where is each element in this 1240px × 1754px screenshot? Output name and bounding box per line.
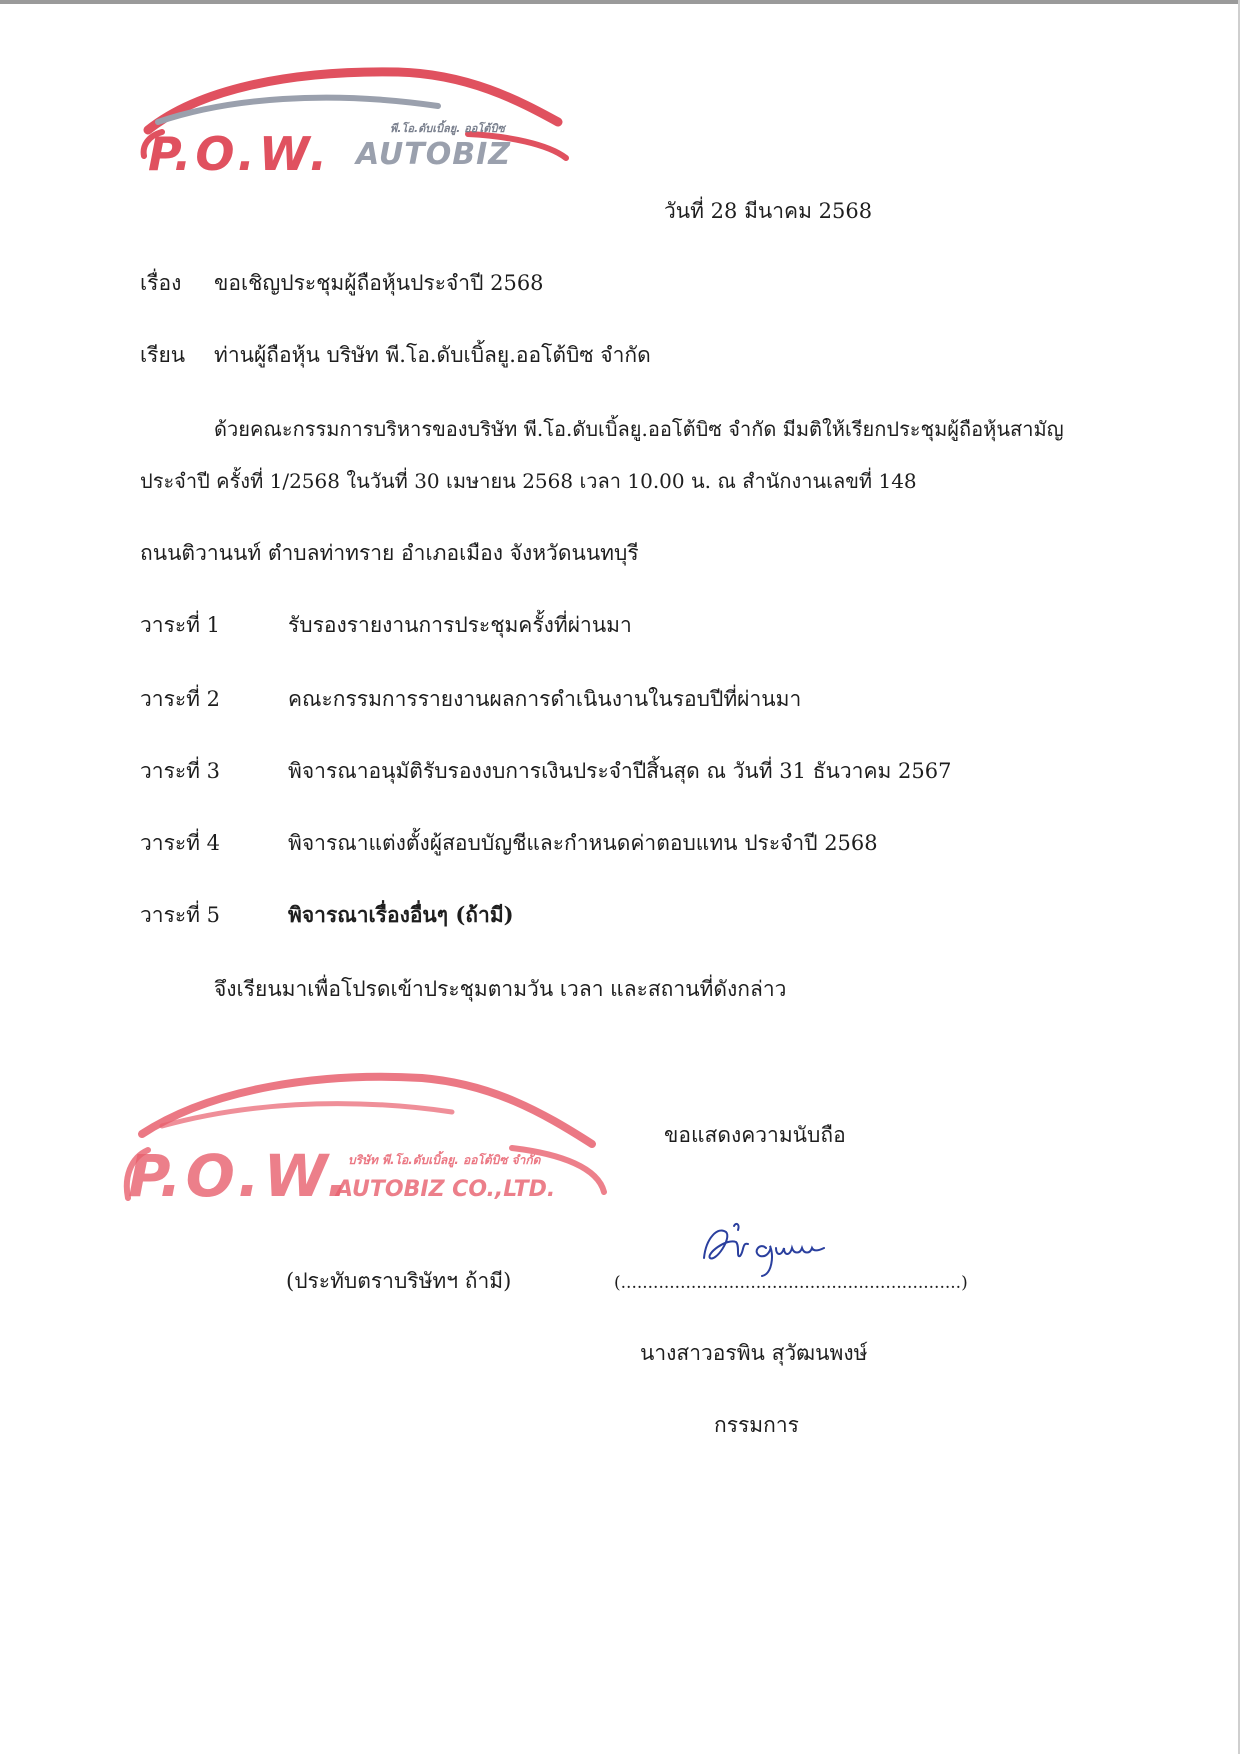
to-text: ท่านผู้ถือหุ้น บริษัท พี.โอ.ดับเบิ้ลยู.ออโต้บิซ จำกัด xyxy=(214,343,651,367)
logo-text: P.O.W. xyxy=(148,127,332,176)
page-top-border xyxy=(0,0,1240,4)
logo-brand: AUTOBIZ xyxy=(356,137,511,172)
letter-date: วันที่ 28 มีนาคม 2568 xyxy=(664,199,873,223)
logo-subtitle: พี.โอ.ดับเบิ้ลยู. ออโต้บิซ xyxy=(390,122,505,135)
subject-label: เรื่อง xyxy=(140,271,182,295)
agenda-3-label: วาระที่ 3 xyxy=(140,759,221,783)
agenda-2-text: คณะกรรมการรายงานผลการดำเนินงานในรอบปีที่ผ่านมา xyxy=(288,687,802,711)
body-line-2: ประจำปี ครั้งที่ 1/2568 ในวันที่ 30 เมษายน 2568 เวลา 10.00 น. ณ สำนักงานเลขที่ 148 xyxy=(140,469,917,493)
signer-name: นางสาวอรพิน สุวัฒนพงษ์ xyxy=(640,1341,868,1365)
signer-title: กรรมการ xyxy=(714,1413,799,1437)
company-logo xyxy=(138,60,570,176)
stamp-company-name: บริษัท พี.โอ.ดับเบิ้ลยู. ออโต้บิซ จำกัด xyxy=(348,1153,541,1167)
agenda-3-text: พิจารณาอนุมัติรับรองงบการเงินประจำปีสิ้นสุด ณ วันที่ 31 ธันวาคม 2567 xyxy=(288,759,952,783)
stamp-brand: AUTOBIZ CO.,LTD. xyxy=(336,1177,556,1202)
stamp-caption: (ประทับตราบริษัทฯ ถ้ามี) xyxy=(286,1269,512,1293)
body-line-1: ด้วยคณะกรรมการบริหารของบริษัท พี.โอ.ดับเบิ้ลยู.ออโต้บิซ จำกัด มีมติให้เรียกประชุมผู้ถือหุ้นสามัญ xyxy=(214,417,1064,441)
signature-line: (...............................................................) xyxy=(614,1273,968,1293)
to-label: เรียน xyxy=(140,343,186,367)
body-line-3: ถนนติวานนท์ ตำบลท่าทราย อำเภอเมือง จังหวัดนนทบุรี xyxy=(140,541,639,565)
agenda-1-text: รับรองรายงานการประชุมครั้งที่ผ่านมา xyxy=(288,613,632,637)
agenda-5-text: พิจารณาเรื่องอื่นๆ (ถ้ามี) xyxy=(288,902,514,927)
regards-text: ขอแสดงความนับถือ xyxy=(664,1123,846,1147)
subject-text: ขอเชิญประชุมผู้ถือหุ้นประจำปี 2568 xyxy=(214,271,544,295)
agenda-4-label: วาระที่ 4 xyxy=(140,831,221,855)
agenda-2-label: วาระที่ 2 xyxy=(140,687,221,711)
stamp-car-roof xyxy=(142,1077,592,1144)
agenda-4-text: พิจารณาแต่งตั้งผู้สอบบัญชีและกำหนดค่าตอบแทน ประจำปี 2568 xyxy=(288,831,878,855)
handwritten-signature xyxy=(696,1218,836,1278)
company-stamp xyxy=(122,1068,608,1212)
agenda-5-label: วาระที่ 5 xyxy=(140,903,221,927)
agenda-1-label: วาระที่ 1 xyxy=(140,613,221,637)
closing-line: จึงเรียนมาเพื่อโปรดเข้าประชุมตามวัน เวลา และสถานที่ดังกล่าว xyxy=(214,977,787,1001)
stamp-logo-text: P.O.W. xyxy=(128,1142,353,1210)
